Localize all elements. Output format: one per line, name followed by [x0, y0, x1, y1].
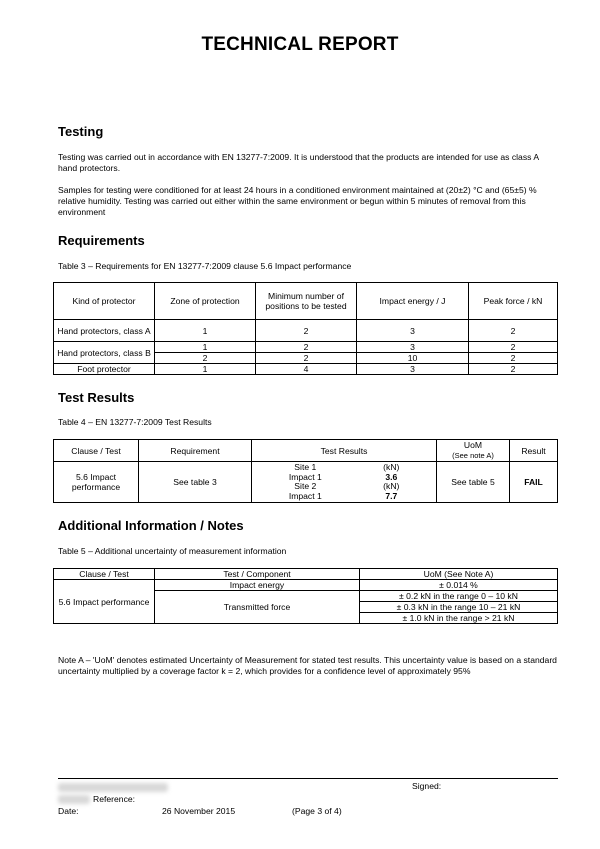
cell: 1	[155, 342, 256, 353]
cell: 3	[357, 364, 469, 375]
cell: ± 0.2 kN in the range 0 – 10 kN	[360, 591, 558, 602]
result-value: (kN)	[383, 462, 400, 472]
cell: 1	[155, 364, 256, 375]
cell: Foot protector	[54, 364, 155, 375]
header-cell: Clause / Test	[54, 440, 139, 462]
cell: 2	[469, 353, 558, 364]
header-cell: Minimum number of positions to be tested	[256, 283, 357, 320]
result-value: 3.6	[385, 471, 398, 482]
testing-paragraph-1: Testing was carried out in accordance with EN 13277-7:2009. It is understood that the products are intended for use as class A hand protectors.	[58, 152, 539, 173]
cell: 2	[469, 364, 558, 375]
table4-caption: Table 4 – EN 13277-7:2009 Test Results	[58, 417, 212, 427]
redacted-block	[58, 795, 90, 804]
cell: Hand protectors, class A	[54, 320, 155, 342]
cell: 3	[357, 342, 469, 353]
result-label: Impact 1	[288, 471, 322, 482]
cell: See table 3	[139, 462, 252, 503]
table-header-row	[54, 283, 558, 320]
test-results-cell	[252, 462, 437, 503]
date-value: 26 November 2015	[162, 806, 236, 816]
requirements-table	[53, 282, 558, 375]
date-label: Date:	[58, 806, 79, 816]
cell: 2	[256, 342, 357, 353]
results-table	[53, 439, 558, 503]
result-line	[258, 492, 430, 502]
testing-paragraph-2: Samples for testing were conditioned for at least 24 hours in a conditioned environment maintained at (20±2) °C and (65±5) % relative humidity. Testing was carried out either within the same environment or begun within 5 minutes of removal from this environment	[58, 185, 537, 217]
header-cell: Zone of protection	[155, 283, 256, 320]
uom-header: UoM	[463, 440, 483, 450]
header-cell: Result	[510, 440, 558, 462]
result-line	[258, 463, 430, 473]
footer-divider	[58, 778, 558, 779]
test-results-lines	[258, 463, 430, 501]
result-label: Impact 1	[288, 490, 322, 501]
result-status: FAIL	[510, 462, 558, 503]
header-cell: UoM (See Note A)	[360, 569, 558, 580]
header-cell: Requirement	[139, 440, 252, 462]
cell: ± 1.0 kN in the range > 21 kN	[360, 613, 558, 624]
table5-caption: Table 5 – Additional uncertainty of measurement information	[58, 546, 287, 556]
redacted-block	[58, 783, 168, 792]
table-row	[54, 342, 558, 353]
cell: See table 5	[437, 462, 510, 503]
header-cell: Peak force / kN	[469, 283, 558, 320]
table-row	[54, 320, 558, 342]
cell: 1	[155, 320, 256, 342]
header-cell: Kind of protector	[54, 283, 155, 320]
cell: ± 0.3 kN in the range 10 – 21 kN	[360, 602, 558, 613]
result-value: 7.7	[385, 490, 398, 501]
result-line	[258, 473, 430, 483]
header-cell: Impact energy / J	[357, 283, 469, 320]
table-row	[54, 580, 558, 591]
table-header-row	[54, 440, 558, 462]
table-row	[54, 364, 558, 375]
header-cell	[437, 440, 510, 462]
page-number: (Page 3 of 4)	[292, 806, 342, 816]
cell: 5.6 Impact performance	[54, 580, 155, 624]
cell: 3	[357, 320, 469, 342]
uncertainty-table	[53, 568, 558, 624]
cell: ± 0.014 %	[360, 580, 558, 591]
result-value: (kN)	[383, 481, 400, 491]
cell: Transmitted force	[155, 591, 360, 624]
result-line	[258, 482, 430, 492]
requirements-heading: Requirements	[58, 233, 145, 248]
result-label: Site 1	[294, 462, 317, 472]
cell: 4	[256, 364, 357, 375]
cell: Hand protectors, class B	[54, 342, 155, 364]
cell: 2	[256, 320, 357, 342]
cell: 2	[469, 320, 558, 342]
cell: 5.6 Impact performance	[54, 462, 139, 503]
note-a: Note A – 'UoM' denotes estimated Uncertainty of Measurement for stated test results. This uncertainty value is based on a standard uncertainty multiplied by a coverage factor k = 2, which provides for a confidence level of approximately 95%	[58, 655, 557, 676]
page-title: TECHNICAL REPORT	[201, 34, 399, 55]
cell: Impact energy	[155, 580, 360, 591]
cell: 2	[469, 342, 558, 353]
results-heading: Test Results	[58, 390, 135, 405]
cell: 2	[256, 353, 357, 364]
cell: 2	[155, 353, 256, 364]
uom-note: (See note A)	[452, 451, 494, 460]
table-header-row	[54, 569, 558, 580]
table3-caption: Table 3 – Requirements for EN 13277-7:2009 clause 5.6 Impact performance	[58, 261, 352, 271]
reference-label: Reference:	[93, 794, 136, 804]
table-row	[54, 462, 558, 503]
testing-heading: Testing	[58, 124, 104, 139]
header-cell: Test Results	[252, 440, 437, 462]
cell: 10	[357, 353, 469, 364]
signed-label: Signed:	[412, 781, 442, 791]
header-cell: Test / Component	[155, 569, 360, 580]
header-cell: Clause / Test	[54, 569, 155, 580]
additional-heading: Additional Information / Notes	[58, 518, 244, 533]
result-label: Site 2	[294, 481, 317, 491]
